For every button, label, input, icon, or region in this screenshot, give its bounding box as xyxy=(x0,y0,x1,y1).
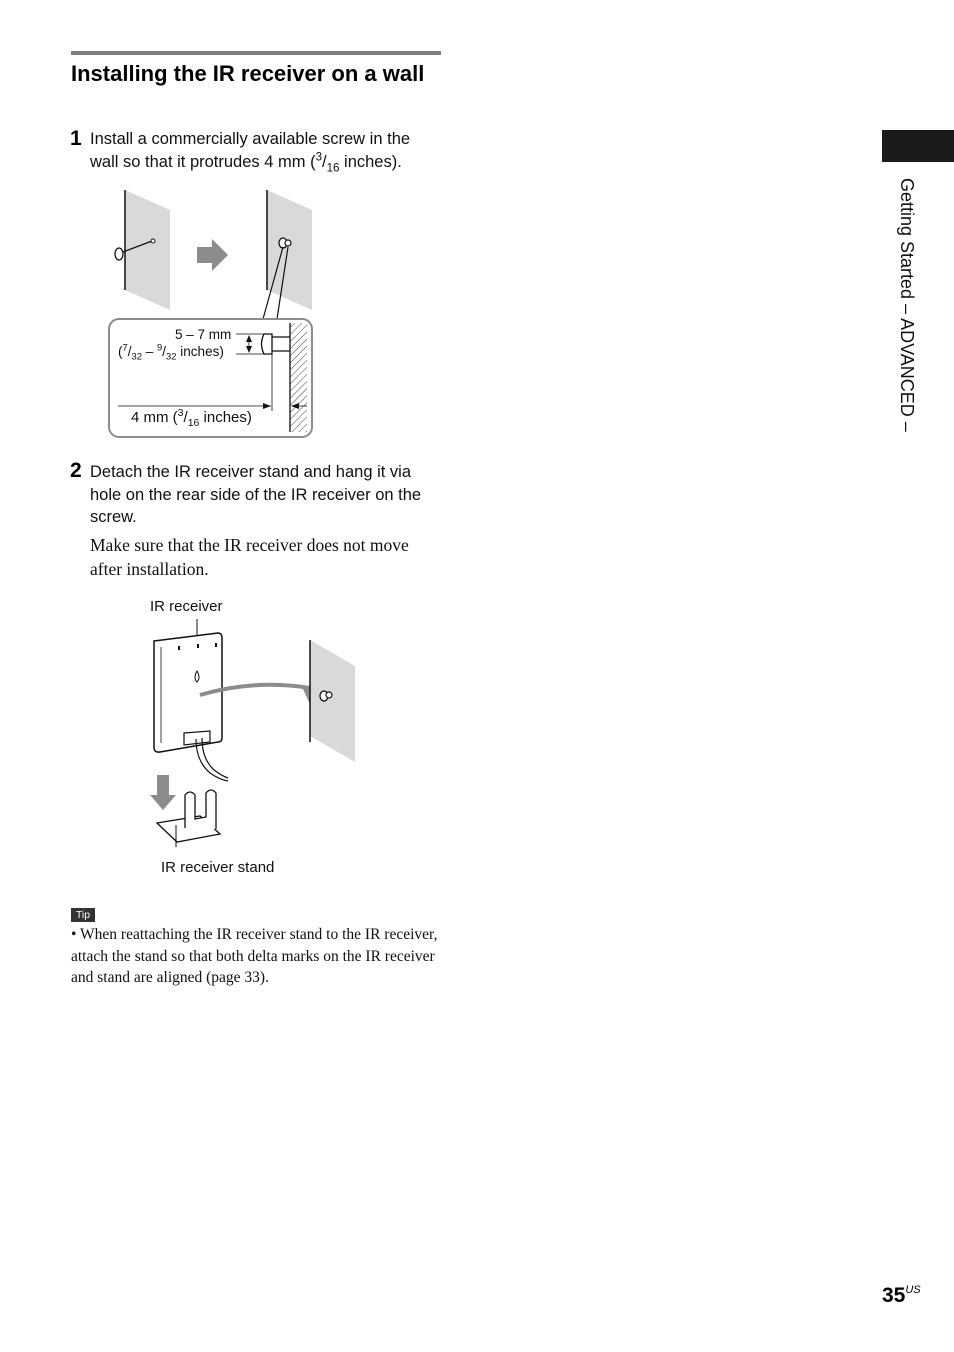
section-rule xyxy=(71,51,441,55)
page-number xyxy=(882,1284,921,1308)
protrusion-post: inches) xyxy=(199,409,252,426)
chapter-side-label: Getting Started – ADVANCED – xyxy=(897,178,917,432)
step-1-text-end: inches). xyxy=(339,152,402,171)
step-1-fraction-numerator: 3 xyxy=(315,151,322,163)
stand-down-arrow-icon xyxy=(150,775,176,810)
hanging-hole-icon xyxy=(195,671,199,682)
wall-section-hatch xyxy=(290,323,307,432)
ir-receiver-stand-label: IR receiver stand xyxy=(161,859,275,876)
head-dimension-mm: 5 – 7 mm xyxy=(175,327,232,342)
step-1-text-main: Install a commercially available screw in the wall so that it protrudes 4 mm ( xyxy=(90,130,411,171)
step-1-fraction-denominator: 16 xyxy=(326,161,340,174)
wall-right xyxy=(267,190,312,310)
tip-text: • When reattaching the IR receiver stand to the IR receiver, attach the stand so that both delta marks on the IR receiver and stand are aligned (page 33). xyxy=(71,926,438,986)
protrusion-dimension-label: 4 mm ($^3/_{16}$ inches) xyxy=(131,407,252,429)
ir-receiver-mount-figure xyxy=(140,615,365,865)
section-title: Installing the IR receiver on a wall xyxy=(71,61,425,86)
step-2-number: 2 xyxy=(70,459,82,482)
wall-left xyxy=(125,190,170,310)
step-1-text: Install a commercially available screw in the wall so that it protrudes 4 mm ($^3/_{16}$ inches). xyxy=(90,130,411,174)
head-dim-den1: 32 xyxy=(131,351,143,363)
ir-receiver-label: IR receiver xyxy=(150,598,223,615)
head-dim-open: ( xyxy=(118,344,123,359)
head-dim-close: inches) xyxy=(176,344,224,359)
page-number-value: 35 xyxy=(882,1284,906,1307)
step-1-number: 1 xyxy=(70,127,82,150)
protrusion-pre: 4 mm ( xyxy=(131,409,178,426)
head-dimension-inches: ($^7/_{32} - ^9/_{32}$ inches) xyxy=(118,342,224,363)
protrusion-den: 16 xyxy=(187,417,200,429)
chapter-tab-marker xyxy=(882,130,954,162)
stand-slot xyxy=(184,731,210,745)
head-dim-dash: – xyxy=(142,344,158,359)
page-number-suffix: US xyxy=(905,1284,921,1296)
head-dim-den2: 32 xyxy=(166,351,177,363)
right-arrow-icon xyxy=(197,239,228,271)
head-dim-num1: 7 xyxy=(122,342,128,354)
screw-install-figure xyxy=(100,185,325,445)
tip-badge: Tip xyxy=(71,908,95,922)
step-2-text: Detach the IR receiver stand and hang it via hole on the rear side of the IR receiver on the screw. xyxy=(90,463,422,526)
wall-panel xyxy=(310,640,355,762)
step-2-note: Make sure that the IR receiver does not move after installation. xyxy=(90,535,409,579)
head-dim-num2: 9 xyxy=(157,342,163,354)
protrusion-num: 3 xyxy=(177,407,184,419)
